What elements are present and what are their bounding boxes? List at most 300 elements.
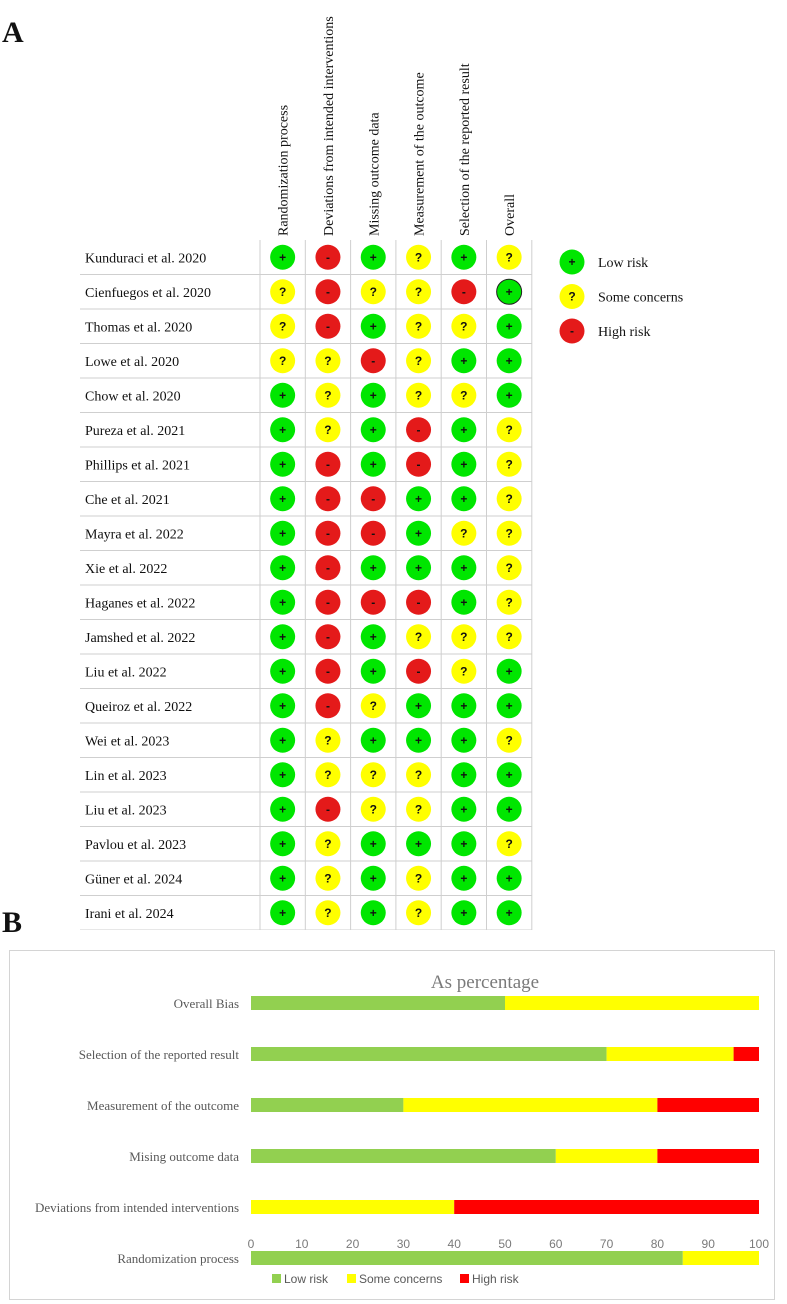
rating-symbol: ?: [460, 388, 468, 403]
rating-symbol: -: [325, 595, 330, 610]
x-tick-label: 0: [247, 1237, 255, 1251]
rating-symbol: +: [505, 319, 513, 334]
rating-symbol: +: [279, 491, 287, 506]
rating-symbol: +: [505, 284, 513, 299]
rating-symbol: +: [369, 871, 377, 886]
rating-dot: [497, 279, 522, 304]
study-label: Liu et al. 2022: [85, 665, 167, 681]
rating-dot: [315, 866, 340, 891]
study-label: Pureza et al. 2021: [85, 423, 186, 439]
rating-dot: [497, 659, 522, 684]
rating-symbol: +: [279, 526, 287, 541]
rating-dot: [315, 659, 340, 684]
rating-dot: [451, 348, 476, 373]
rating-dot: [270, 866, 295, 891]
rating-dot: [270, 383, 295, 408]
rating-symbol: ?: [414, 767, 423, 782]
rating-dot: [361, 659, 386, 684]
rating-dot: [406, 348, 431, 373]
rating-symbol: ?: [369, 802, 377, 817]
legend-symbol: -: [570, 324, 574, 338]
rating-symbol: +: [279, 767, 287, 782]
rating-dot: [361, 900, 386, 925]
x-tick-label: 40: [447, 1237, 461, 1251]
rating-dot: [451, 659, 476, 684]
legend-symbol: +: [568, 255, 576, 269]
rating-symbol: +: [460, 802, 468, 817]
legend-label: High risk: [598, 325, 651, 340]
rating-symbol: ?: [505, 491, 513, 506]
rating-symbol: -: [325, 526, 330, 541]
rating-dot: [406, 486, 431, 511]
rating-dot: [315, 590, 340, 615]
rating-dot: [361, 762, 386, 787]
rating-symbol: +: [369, 422, 377, 437]
rating-dot: [451, 555, 476, 580]
x-tick-label: 20: [345, 1237, 360, 1251]
rating-dot: [497, 245, 522, 270]
rating-dot: [361, 866, 386, 891]
rating-symbol: ?: [505, 560, 513, 575]
category-label: Deviations from intended interventions: [35, 1200, 239, 1215]
rating-symbol: ?: [414, 629, 423, 644]
rating-dot: [361, 555, 386, 580]
rating-dot: [315, 762, 340, 787]
rating-symbol: +: [369, 664, 377, 679]
rating-symbol: -: [325, 319, 330, 334]
bar-segment-high-risk: [734, 1047, 759, 1061]
rating-dot: [406, 452, 431, 477]
rating-dot: [270, 348, 295, 373]
bar-segment-high-risk: [657, 1098, 759, 1112]
category-label: Randomization process: [117, 1251, 239, 1266]
column-header: Randomization process: [276, 104, 292, 236]
rating-dot: [361, 348, 386, 373]
rating-dot: [406, 624, 431, 649]
study-label: Pavlou et al. 2023: [85, 837, 187, 853]
rating-symbol: ?: [505, 526, 513, 541]
rating-symbol: -: [325, 250, 330, 265]
rating-symbol: +: [279, 664, 287, 679]
x-tick-label: 70: [599, 1237, 614, 1251]
study-label: Wei et al. 2023: [85, 734, 170, 750]
rating-symbol: -: [416, 457, 421, 472]
column-header: Deviations from intended interventions: [321, 16, 337, 236]
rating-symbol: +: [279, 836, 287, 851]
rating-dot: [406, 279, 431, 304]
rating-symbol: ?: [505, 629, 513, 644]
x-tick-label: 80: [650, 1237, 665, 1251]
study-label: Queiroz et al. 2022: [85, 699, 193, 715]
rating-symbol: +: [369, 905, 377, 920]
study-label: Liu et al. 2023: [85, 803, 167, 819]
category-label: Selection of the reported result: [78, 1047, 239, 1062]
rating-dot: [270, 659, 295, 684]
rating-dot: [451, 383, 476, 408]
rating-dot: [451, 624, 476, 649]
rating-dot: [270, 314, 295, 339]
rating-dot: [270, 624, 295, 649]
rating-dot: [406, 659, 431, 684]
rating-symbol: ?: [505, 457, 513, 472]
rating-dot: [451, 866, 476, 891]
bar-segment-some-concerns: [403, 1098, 657, 1112]
rating-symbol: ?: [324, 733, 332, 748]
rating-dot: [270, 452, 295, 477]
rating-dot: [406, 245, 431, 270]
study-label: Cienfuegos et al. 2020: [85, 285, 211, 301]
rating-dot: [270, 555, 295, 580]
rating-symbol: +: [279, 560, 287, 575]
rating-symbol: -: [371, 353, 376, 368]
rating-dot: [270, 521, 295, 546]
rating-symbol: +: [505, 767, 513, 782]
percentage-stacked-bar-chart: [10, 951, 774, 1299]
rating-symbol: +: [369, 388, 377, 403]
rating-dot: [270, 693, 295, 718]
rating-symbol: +: [460, 457, 468, 472]
rating-symbol: ?: [369, 284, 377, 299]
rating-dot: [361, 486, 386, 511]
rating-symbol: ?: [324, 767, 332, 782]
rating-dot: [270, 728, 295, 753]
rating-symbol: +: [505, 905, 513, 920]
rating-symbol: ?: [414, 250, 423, 265]
rating-symbol: -: [416, 422, 421, 437]
rating-dot: [361, 245, 386, 270]
rating-dot: [315, 348, 340, 373]
rating-symbol: +: [460, 595, 468, 610]
rating-dot: [497, 452, 522, 477]
rating-dot: [497, 590, 522, 615]
rating-symbol: ?: [414, 284, 423, 299]
rating-dot: [451, 486, 476, 511]
rating-dot: [361, 383, 386, 408]
study-label: Kunduraci et al. 2020: [85, 251, 207, 267]
rating-symbol: ?: [324, 353, 332, 368]
rating-dot: [270, 486, 295, 511]
rating-symbol: +: [505, 871, 513, 886]
rating-dot: [406, 797, 431, 822]
rating-dot: [406, 900, 431, 925]
rating-symbol: -: [325, 698, 330, 713]
rating-symbol: +: [460, 733, 468, 748]
rating-symbol: +: [415, 491, 423, 506]
rating-dot: [361, 452, 386, 477]
rating-dot: [315, 728, 340, 753]
rating-dot: [497, 831, 522, 856]
rating-symbol: +: [505, 664, 513, 679]
rating-symbol: +: [279, 698, 287, 713]
rating-symbol: ?: [460, 629, 468, 644]
rating-dot: [451, 900, 476, 925]
rating-symbol: +: [505, 802, 513, 817]
bar-segment-some-concerns: [505, 996, 759, 1010]
rating-dot: [406, 866, 431, 891]
rating-dot: [270, 831, 295, 856]
panel-label-b: B: [2, 906, 23, 939]
rating-symbol: ?: [505, 250, 513, 265]
bar-segment-high-risk: [454, 1200, 759, 1214]
legend-symbol: ?: [568, 289, 576, 304]
legend-swatch: [460, 1274, 469, 1283]
rating-dot: [451, 417, 476, 442]
category-label: Mising outcome data: [129, 1149, 239, 1164]
study-label: Mayra et al. 2022: [85, 527, 184, 543]
rating-dot: [406, 831, 431, 856]
legend-swatch: [272, 1274, 281, 1283]
rating-symbol: +: [460, 491, 468, 506]
study-label: Thomas et al. 2020: [85, 320, 193, 336]
study-label: Xie et al. 2022: [85, 561, 168, 577]
rating-dot: [270, 900, 295, 925]
rating-dot: [406, 693, 431, 718]
rating-dot: [406, 314, 431, 339]
rating-symbol: -: [325, 284, 330, 299]
rating-dot: [406, 728, 431, 753]
rating-symbol: +: [415, 560, 423, 575]
rating-symbol: +: [460, 353, 468, 368]
study-label: Irani et al. 2024: [85, 906, 174, 922]
x-tick-label: 10: [295, 1237, 309, 1251]
rating-dot: [270, 417, 295, 442]
rating-symbol: +: [279, 733, 287, 748]
rating-dot: [315, 624, 340, 649]
rating-dot: [406, 762, 431, 787]
rating-dot: [451, 797, 476, 822]
rating-dot: [270, 762, 295, 787]
rating-symbol: ?: [505, 422, 513, 437]
study-label: Lin et al. 2023: [85, 768, 167, 784]
legend-swatch: [347, 1274, 356, 1283]
rating-symbol: ?: [369, 698, 377, 713]
rating-symbol: +: [415, 733, 423, 748]
rating-dot: [451, 728, 476, 753]
rating-dot: [451, 314, 476, 339]
rating-dot: [497, 797, 522, 822]
column-header: Measurement of the outcome: [412, 72, 428, 236]
rating-symbol: +: [415, 836, 423, 851]
rating-dot: [497, 693, 522, 718]
rating-dot: [497, 348, 522, 373]
rating-dot: [497, 383, 522, 408]
rating-symbol: ?: [278, 319, 287, 334]
rating-dot: [451, 521, 476, 546]
rating-symbol: +: [505, 353, 513, 368]
rating-symbol: ?: [505, 836, 513, 851]
rating-symbol: -: [325, 664, 330, 679]
rating-symbol: -: [325, 491, 330, 506]
rating-dot: [315, 383, 340, 408]
rating-dot: [497, 486, 522, 511]
rating-symbol: +: [369, 250, 377, 265]
rating-symbol: +: [279, 595, 287, 610]
rating-dot: [315, 555, 340, 580]
rating-symbol: +: [279, 457, 287, 472]
rating-dot: [497, 314, 522, 339]
rating-dot: [451, 762, 476, 787]
rating-symbol: +: [279, 905, 287, 920]
rating-dot: [361, 831, 386, 856]
rating-symbol: +: [460, 698, 468, 713]
rating-symbol: +: [415, 698, 423, 713]
rating-symbol: +: [415, 526, 423, 541]
rating-dot: [497, 762, 522, 787]
rating-symbol: +: [279, 629, 287, 644]
rating-symbol: +: [369, 319, 377, 334]
legend-label: Low risk: [284, 1272, 329, 1286]
rating-dot: [406, 417, 431, 442]
rating-symbol: -: [416, 664, 421, 679]
rating-symbol: ?: [414, 905, 423, 920]
study-label: Haganes et al. 2022: [85, 596, 196, 612]
rating-symbol: ?: [505, 595, 513, 610]
study-label: Jamshed et al. 2022: [85, 630, 196, 646]
rating-symbol: +: [460, 836, 468, 851]
study-label: Che et al. 2021: [85, 492, 170, 508]
rating-dot: [497, 417, 522, 442]
rating-dot: [315, 452, 340, 477]
rating-symbol: +: [460, 422, 468, 437]
rating-symbol: ?: [414, 802, 423, 817]
rating-symbol: ?: [414, 388, 423, 403]
rating-symbol: +: [369, 733, 377, 748]
rating-dot: [315, 693, 340, 718]
rating-dot: [497, 555, 522, 580]
rating-symbol: ?: [278, 284, 287, 299]
rating-symbol: -: [325, 457, 330, 472]
rating-dot: [315, 486, 340, 511]
rating-dot: [315, 797, 340, 822]
rating-symbol: ?: [324, 422, 332, 437]
rating-dot: [270, 279, 295, 304]
rating-symbol: +: [369, 560, 377, 575]
legend-label: Some concerns: [598, 290, 684, 306]
rating-dot: [361, 590, 386, 615]
x-tick-label: 90: [701, 1237, 715, 1251]
rating-dot: [361, 314, 386, 339]
column-header: Selection of the reported result: [457, 63, 473, 236]
rating-dot: [361, 279, 386, 304]
rating-symbol: +: [505, 698, 513, 713]
rating-dot: [497, 624, 522, 649]
rating-symbol: -: [325, 560, 330, 575]
x-tick-label: 60: [549, 1237, 563, 1251]
rating-dot: [451, 831, 476, 856]
rating-dot: [361, 624, 386, 649]
x-tick-label: 50: [498, 1237, 512, 1251]
rating-dot: [361, 693, 386, 718]
rating-symbol: ?: [278, 353, 287, 368]
rating-dot: [451, 590, 476, 615]
rating-dot: [451, 452, 476, 477]
rating-dot: [361, 728, 386, 753]
rating-symbol: +: [460, 905, 468, 920]
rating-symbol: +: [279, 871, 287, 886]
bar-segment-low-risk: [251, 1047, 607, 1061]
chart-title: As percentage: [430, 972, 540, 993]
rating-symbol: ?: [460, 664, 468, 679]
rating-dot: [497, 728, 522, 753]
legend-label: Some concerns: [359, 1272, 443, 1286]
rating-symbol: ?: [414, 319, 423, 334]
rating-symbol: -: [325, 802, 330, 817]
rating-dot: [361, 417, 386, 442]
rating-dot: [315, 900, 340, 925]
rating-symbol: -: [371, 526, 376, 541]
rating-dot: [315, 245, 340, 270]
rating-dot: [406, 590, 431, 615]
study-label: Lowe et al. 2020: [85, 354, 180, 370]
rating-dot: [451, 279, 476, 304]
rating-dot: [315, 279, 340, 304]
rating-symbol: +: [279, 422, 287, 437]
rating-symbol: +: [369, 836, 377, 851]
rating-dot: [451, 693, 476, 718]
study-label: Phillips et al. 2021: [85, 458, 190, 474]
rating-symbol: +: [369, 457, 377, 472]
rating-symbol: +: [279, 802, 287, 817]
rating-symbol: ?: [460, 319, 468, 334]
x-tick-label: 100: [748, 1237, 770, 1251]
bar-segment-low-risk: [251, 996, 505, 1010]
rating-symbol: +: [505, 388, 513, 403]
rating-symbol: +: [460, 250, 468, 265]
rating-symbol: ?: [414, 353, 423, 368]
rating-symbol: -: [325, 629, 330, 644]
column-header: Overall: [503, 194, 519, 236]
rating-dot: [270, 245, 295, 270]
rating-symbol: +: [279, 250, 287, 265]
rating-symbol: ?: [324, 905, 332, 920]
panel-label-a: A: [2, 16, 24, 49]
rating-symbol: -: [371, 595, 376, 610]
rating-symbol: +: [279, 388, 287, 403]
rating-dot: [497, 521, 522, 546]
rating-symbol: ?: [324, 836, 332, 851]
rating-symbol: -: [371, 491, 376, 506]
percentage-bar-chart-frame: [9, 950, 775, 1300]
column-header: Missing outcome data: [367, 112, 383, 236]
rating-symbol: -: [416, 595, 421, 610]
rating-dot: [270, 590, 295, 615]
bar-segment-some-concerns: [683, 1251, 759, 1265]
rating-symbol: ?: [369, 767, 377, 782]
bar-segment-low-risk: [251, 1098, 403, 1112]
bar-segment-some-concerns: [556, 1149, 658, 1163]
rating-symbol: ?: [460, 526, 468, 541]
rating-dot: [315, 831, 340, 856]
study-label: Chow et al. 2020: [85, 389, 181, 405]
rating-symbol: +: [460, 871, 468, 886]
rating-symbol: -: [461, 284, 466, 299]
rating-dot: [315, 417, 340, 442]
rating-symbol: ?: [414, 871, 423, 886]
bar-segment-high-risk: [657, 1149, 759, 1163]
rating-dot: [361, 521, 386, 546]
rating-dot: [315, 521, 340, 546]
category-label: Overall Bias: [173, 996, 239, 1011]
rating-symbol: ?: [505, 733, 513, 748]
rating-dot: [270, 797, 295, 822]
legend-label: Low risk: [598, 256, 649, 271]
rating-symbol: +: [460, 767, 468, 782]
rating-dot: [497, 900, 522, 925]
rating-dot: [315, 314, 340, 339]
rating-symbol: ?: [324, 388, 332, 403]
bar-segment-low-risk: [251, 1149, 556, 1163]
legend-label: High risk: [472, 1272, 519, 1286]
